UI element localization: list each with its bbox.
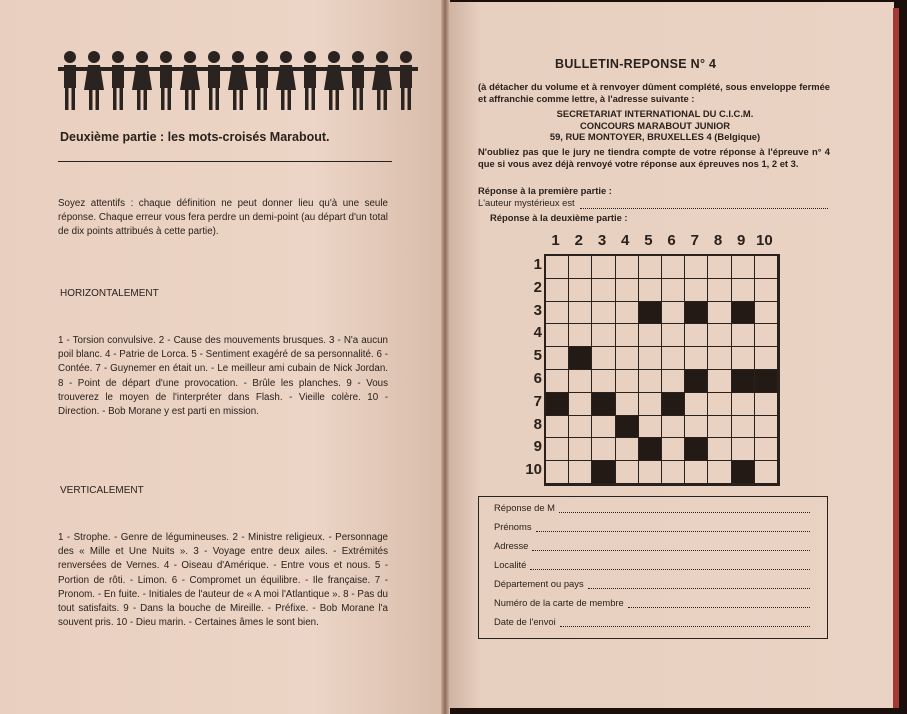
grid-cell[interactable] bbox=[616, 438, 639, 461]
vertical-clues: 1 - Strophe. - Genre de légumineuses. 2 - Ministre religieux. - Personnage des « Mille et Une Nuits ». 3 - Voyage entre deux ailes. - Extrémités renversées de Vernes. 4 - Oiseau d'Amérique. - Entre vous et nous. 5 - Portion de rôti. - Limon. 6 - Compromet un équilibre. - Ile française. 7 - Pronom. - En fuite. - Initiales de l'auteur de « A moi l'Atlantique ». 8 - Pas du tout satisfaits. 9 - Dans la bouche de Mireille. - Préfixe. - Bob Morane l'a souvent pris. 10 - Dieu marin. - Certaines âmes le sont bien. bbox=[58, 532, 388, 629]
column-numbers bbox=[544, 232, 780, 252]
black-cell bbox=[662, 393, 685, 416]
address-line: CONCOURS MARABOUT JUNIOR bbox=[580, 119, 730, 131]
grid-cell[interactable] bbox=[732, 416, 755, 439]
grid-cell[interactable] bbox=[592, 279, 615, 302]
grid-cell[interactable] bbox=[685, 461, 708, 484]
grid-cell[interactable] bbox=[569, 324, 592, 347]
grid-cell[interactable] bbox=[755, 279, 778, 302]
grid-cell[interactable] bbox=[569, 256, 592, 279]
grid-cell[interactable] bbox=[732, 256, 755, 279]
send-date-field[interactable] bbox=[560, 617, 810, 627]
black-cell bbox=[569, 347, 592, 370]
grid-cell[interactable] bbox=[592, 438, 615, 461]
crossword-grid-area bbox=[520, 232, 790, 492]
grid-cell[interactable] bbox=[616, 347, 639, 370]
grid-cell[interactable] bbox=[662, 256, 685, 279]
title-divider bbox=[58, 161, 392, 162]
grid-cell[interactable] bbox=[662, 370, 685, 393]
vertical-heading: VERTICALEMENT bbox=[60, 485, 144, 496]
person-figure bbox=[346, 51, 370, 110]
first-names-field[interactable] bbox=[536, 522, 810, 532]
department-country-field[interactable] bbox=[588, 579, 810, 589]
address-line: 59, RUE MONTOYER, BRUXELLES 4 (Belgique) bbox=[549, 131, 761, 142]
row-number: 10 bbox=[525, 461, 542, 479]
grid-cell[interactable] bbox=[639, 324, 662, 347]
form-label: Date de l'envoi bbox=[494, 616, 556, 627]
form-row-name bbox=[494, 502, 810, 513]
grid-cell[interactable] bbox=[639, 279, 662, 302]
row-number: 4 bbox=[533, 324, 542, 342]
person-figure bbox=[226, 51, 250, 110]
grid-cell[interactable] bbox=[592, 324, 615, 347]
grid-cell[interactable] bbox=[569, 279, 592, 302]
form-label: Localité bbox=[494, 559, 527, 570]
grid-cell[interactable] bbox=[732, 438, 755, 461]
grid-cell[interactable] bbox=[755, 438, 778, 461]
grid-cell[interactable] bbox=[616, 461, 639, 484]
black-cell bbox=[732, 302, 755, 325]
grid-cell[interactable] bbox=[592, 370, 615, 393]
bulletin-instructions: (à détacher du volume et à renvoyer dûment complété, sous enveloppe fermée et affranchie comme lettre, à l'adresse suivante : bbox=[478, 81, 830, 104]
page-edge bbox=[893, 8, 899, 708]
row-number: 8 bbox=[533, 415, 542, 433]
intro-text: Soyez attentifs : chaque définition ne peut donner lieu qu'à une seule réponse. Chaque erreur vous fera perdre un demi-point (au départ d'un total de dix points attribués à cette partie). bbox=[58, 198, 388, 238]
grid-cell[interactable] bbox=[662, 279, 685, 302]
book-gutter bbox=[441, 0, 449, 714]
column-number: 9 bbox=[737, 232, 746, 249]
black-cell bbox=[616, 416, 639, 439]
grid-cell[interactable] bbox=[708, 302, 731, 325]
person-figure bbox=[322, 51, 346, 110]
grid-cell[interactable] bbox=[662, 461, 685, 484]
grid-cell[interactable] bbox=[732, 347, 755, 370]
column-number: 2 bbox=[574, 232, 583, 249]
person-figure bbox=[394, 51, 418, 110]
grid-cell[interactable] bbox=[616, 370, 639, 393]
mysterious-author-label: L'auteur mystérieux est bbox=[478, 197, 575, 208]
grid-cell[interactable] bbox=[546, 256, 569, 279]
grid-cell[interactable] bbox=[755, 416, 778, 439]
grid-cell[interactable] bbox=[592, 256, 615, 279]
bulletin-title: BULLETIN-REPONSE N° 4 bbox=[555, 57, 717, 71]
grid-cell[interactable] bbox=[546, 461, 569, 484]
entry-form-box bbox=[478, 496, 828, 639]
grid-cell[interactable] bbox=[616, 393, 639, 416]
grid-cell[interactable] bbox=[616, 324, 639, 347]
black-cell bbox=[755, 370, 778, 393]
grid-cell[interactable] bbox=[592, 302, 615, 325]
column-number: 1 bbox=[551, 232, 560, 249]
grid-cell[interactable] bbox=[546, 416, 569, 439]
grid-cell[interactable] bbox=[755, 461, 778, 484]
mailing-address bbox=[520, 108, 790, 143]
grid-cell[interactable] bbox=[616, 279, 639, 302]
member-card-number-field[interactable] bbox=[628, 598, 810, 608]
grid-cell[interactable] bbox=[708, 370, 731, 393]
grid-cell[interactable] bbox=[639, 461, 662, 484]
grid-cell[interactable] bbox=[755, 324, 778, 347]
grid-cell[interactable] bbox=[662, 324, 685, 347]
grid-cell[interactable] bbox=[616, 256, 639, 279]
grid-cell[interactable] bbox=[546, 324, 569, 347]
grid-cell[interactable] bbox=[685, 347, 708, 370]
grid-cell[interactable] bbox=[616, 302, 639, 325]
person-figure bbox=[202, 51, 226, 110]
black-cell bbox=[639, 302, 662, 325]
grid-cell[interactable] bbox=[592, 416, 615, 439]
black-cell bbox=[685, 370, 708, 393]
grid-cell[interactable] bbox=[732, 393, 755, 416]
black-cell bbox=[685, 438, 708, 461]
grid-cell[interactable] bbox=[708, 393, 731, 416]
horizontal-clues: 1 - Torsion convulsive. 2 - Cause des mouvements brusques. 3 - N'a aucun poil blanc. 4 - Patrie de Lorca. 5 - Sentiment exagéré de sa personnalité. 6 - Contée. 7 - Guynemer en était un. - Le meilleur ami cubain de Nick Jordan. 8 - Point de départ d'une provocation. - Brûle les planches. 9 - Vous trouverez le moyen de l'interpréter dans Flash. - Vieille colère. 10 - Direction. - Bob Morane y est parti en mission. bbox=[58, 335, 388, 418]
grid-cell[interactable] bbox=[708, 416, 731, 439]
form-row-member-card-number bbox=[494, 597, 810, 608]
black-cell bbox=[592, 393, 615, 416]
response-part2-label: Réponse à la deuxième partie : bbox=[490, 212, 628, 223]
row-number: 5 bbox=[533, 347, 542, 365]
person-figure bbox=[250, 51, 274, 110]
grid-cell[interactable] bbox=[546, 347, 569, 370]
mysterious-author-field[interactable] bbox=[580, 208, 828, 209]
grid-cell[interactable] bbox=[755, 347, 778, 370]
crossword-section-title: Deuxième partie : les mots-croisés Marabout. bbox=[60, 130, 330, 144]
column-number: 10 bbox=[756, 232, 773, 249]
row-number: 1 bbox=[533, 256, 542, 273]
person-figure bbox=[58, 51, 82, 110]
bulletin-note: N'oubliez pas que le jury ne tiendra compte de votre réponse à l'épreuve n° 4 que si vous avez déjà renvoyé votre réponse aux épreuves nos 1, 2 et 3. bbox=[478, 146, 830, 169]
form-label: Département ou pays bbox=[494, 578, 584, 589]
grid-cell[interactable] bbox=[569, 302, 592, 325]
person-figure bbox=[154, 51, 178, 110]
grid-cell[interactable] bbox=[546, 370, 569, 393]
grid-cell[interactable] bbox=[662, 438, 685, 461]
grid-cell[interactable] bbox=[755, 256, 778, 279]
grid-cell[interactable] bbox=[708, 324, 731, 347]
grid-cell[interactable] bbox=[708, 438, 731, 461]
person-figure bbox=[370, 51, 394, 110]
grid-cell[interactable] bbox=[546, 302, 569, 325]
grid-cell[interactable] bbox=[569, 393, 592, 416]
row-numbers bbox=[520, 254, 544, 486]
response-part1-label: Réponse à la première partie : bbox=[478, 185, 612, 196]
person-figure bbox=[82, 51, 106, 110]
person-figure bbox=[106, 51, 130, 110]
grid-cell[interactable] bbox=[685, 256, 708, 279]
grid-cell[interactable] bbox=[732, 279, 755, 302]
grid-cell[interactable] bbox=[546, 438, 569, 461]
black-cell bbox=[732, 461, 755, 484]
black-cell bbox=[732, 370, 755, 393]
grid-cell[interactable] bbox=[662, 416, 685, 439]
form-label: Réponse de M bbox=[494, 502, 555, 513]
grid-cell[interactable] bbox=[639, 393, 662, 416]
column-number: 6 bbox=[667, 232, 676, 249]
grid-cell[interactable] bbox=[685, 279, 708, 302]
grid-cell[interactable] bbox=[685, 324, 708, 347]
black-cell bbox=[546, 393, 569, 416]
locality-field[interactable] bbox=[530, 560, 810, 570]
grid-cell[interactable] bbox=[708, 461, 731, 484]
form-label: Numéro de la carte de membre bbox=[494, 597, 624, 608]
person-figure bbox=[130, 51, 154, 110]
person-figure bbox=[274, 51, 298, 110]
grid-cell[interactable] bbox=[685, 393, 708, 416]
grid-cell[interactable] bbox=[708, 347, 731, 370]
column-number: 5 bbox=[644, 232, 653, 249]
form-row-first-names bbox=[494, 521, 810, 532]
column-number: 3 bbox=[597, 232, 607, 249]
person-figure bbox=[298, 51, 322, 110]
grid-cell[interactable] bbox=[546, 279, 569, 302]
row-number: 9 bbox=[533, 438, 542, 456]
grid-cell[interactable] bbox=[569, 438, 592, 461]
grid-cell[interactable] bbox=[685, 416, 708, 439]
grid-cell[interactable] bbox=[639, 370, 662, 393]
row-number: 2 bbox=[533, 278, 542, 296]
grid-cell[interactable] bbox=[708, 279, 731, 302]
grid-cell[interactable] bbox=[639, 347, 662, 370]
grid-cell[interactable] bbox=[639, 416, 662, 439]
row-number: 3 bbox=[533, 301, 542, 319]
address-field[interactable] bbox=[532, 541, 810, 551]
people-chain-illustration bbox=[58, 48, 418, 113]
grid-cell[interactable] bbox=[755, 302, 778, 325]
address-line: SECRETARIAT INTERNATIONAL DU C.I.C.M. bbox=[556, 108, 754, 119]
black-cell bbox=[639, 438, 662, 461]
name-field[interactable] bbox=[559, 503, 810, 513]
grid-cell[interactable] bbox=[569, 416, 592, 439]
form-row-address bbox=[494, 540, 810, 551]
grid-cell[interactable] bbox=[755, 393, 778, 416]
intro-paragraph bbox=[58, 197, 388, 240]
black-cell bbox=[592, 461, 615, 484]
column-number: 4 bbox=[621, 232, 630, 249]
form-row-send-date bbox=[494, 616, 810, 627]
grid-cell[interactable] bbox=[662, 302, 685, 325]
grid-cell[interactable] bbox=[569, 461, 592, 484]
row-number: 6 bbox=[533, 370, 542, 387]
row-number: 7 bbox=[533, 392, 542, 410]
left-page bbox=[0, 0, 450, 714]
grid-cell[interactable] bbox=[662, 347, 685, 370]
black-cell bbox=[685, 302, 708, 325]
form-row-department-country bbox=[494, 578, 810, 589]
horizontal-heading: HORIZONTALEMENT bbox=[60, 288, 159, 299]
grid-cell[interactable] bbox=[732, 324, 755, 347]
person-figure bbox=[178, 51, 202, 110]
form-row-locality bbox=[494, 559, 810, 570]
column-number: 8 bbox=[713, 232, 723, 249]
grid-cell[interactable] bbox=[569, 370, 592, 393]
form-label: Prénoms bbox=[494, 521, 532, 532]
grid-cell[interactable] bbox=[639, 256, 662, 279]
grid-cell[interactable] bbox=[592, 347, 615, 370]
grid-cell[interactable] bbox=[708, 256, 731, 279]
column-number: 7 bbox=[690, 232, 699, 249]
crossword-grid bbox=[544, 254, 780, 486]
form-label: Adresse bbox=[494, 540, 529, 551]
